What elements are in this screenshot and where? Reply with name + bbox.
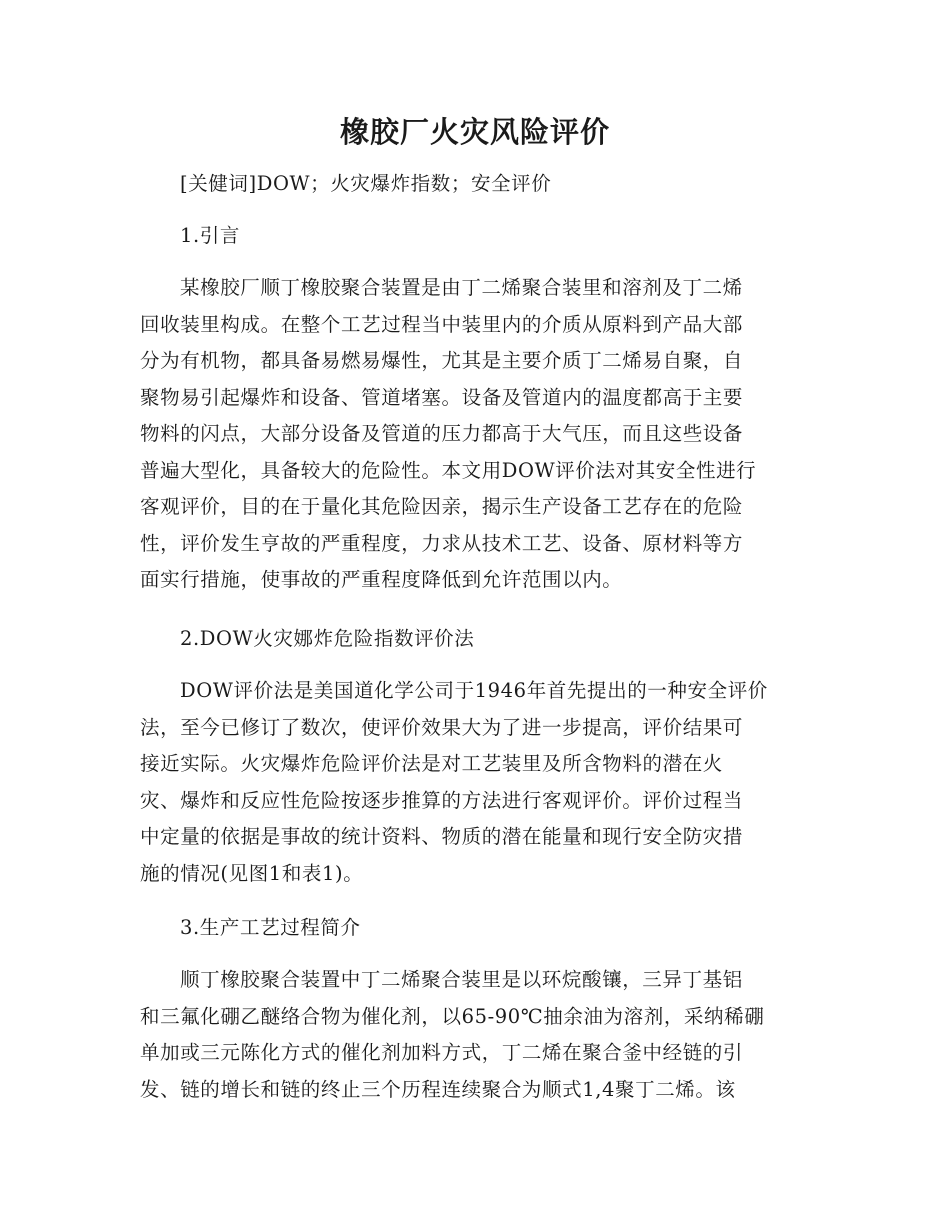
text-line: 施的情况(见图1和表1)。: [140, 861, 364, 885]
text-line: 灾、爆炸和反应性危险按逐步推算的方法进行客观评价。评价过程当: [140, 788, 744, 812]
text-line: 普遍大型化，具备较大的危险性。本文用DOW评价法对其安全性进行: [140, 458, 757, 482]
text-line: 单加或三元陈化方式的催化剂加料方式，丁二烯在聚合釜中经链的引: [140, 1041, 744, 1064]
text-line: 物料的闪点，大部分设备及管道的压力都高于大气压，而且这些设备: [140, 422, 744, 445]
text-line: 面实行措施，使事故的严重程度降低到允许范围以内。: [140, 568, 623, 591]
text-line: 某橡胶厂顺丁橡胶聚合装置是由丁二烯聚合装里和溶剂及丁二烯: [180, 276, 743, 299]
text-line: 回收装里构成。在整个工艺过程当中装里内的介质从原料到产品大部: [140, 312, 744, 336]
text-line: 法，至今已修订了数次，使评价效果大为了进一步提高，评价结果可: [140, 715, 744, 739]
text-line: 客观评价，目的在于量化其危险因亲，揭示生产设备工艺存在的危险: [140, 495, 744, 518]
text-line: 接近实际。火灾爆炸危险评价法是对工艺装里及所含物料的潜在火: [140, 752, 723, 775]
text-line: 性，评价发生亨故的严重程度，力求从技术工艺、设备、原材料等方: [140, 531, 744, 555]
paragraph-introduction: [140, 270, 810, 599]
text-line: DOW评价法是美国道化学公司于1946年首先提出的一种安全评价: [180, 679, 768, 702]
text-line: 中定量的依据是事故的统计资料、物质的潜在能量和现行安全防灾措: [140, 825, 744, 848]
text-line: 顺丁橡胶聚合装置中丁二烯聚合装里是以环烷酸镶，三异丁基铝: [180, 968, 743, 991]
section-heading-process: 3.生产工艺过程简介: [180, 916, 361, 939]
paragraph-process: [140, 962, 810, 1108]
text-line: 发、链的增长和链的终止三个历程连续聚合为顺式1,4聚丁二烯。该: [140, 1077, 736, 1101]
text-line: 分为有机物，都具备易燃易爆性，尤其是主要介质丁二烯易自聚，自: [140, 349, 744, 372]
section-heading-dow-method: 2.DOW火灾娜炸危险指数评价法: [180, 627, 475, 650]
text-line: 聚物易引起爆炸和设备、管道堵塞。设备及管道内的温度都高于主要: [140, 385, 744, 409]
document-title: 橡胶厂火灾风险评价: [339, 115, 610, 149]
paragraph-dow-method: [140, 673, 810, 892]
keywords-line: [关健词]DOW；火灾爆炸指数；安全评价: [180, 172, 552, 195]
text-line: 和三氟化硼乙醚络合物为催化剂，以65-90℃抽余油为溶剂，采纳稀硼: [140, 1004, 765, 1028]
section-heading-introduction: 1.引言: [180, 224, 241, 247]
